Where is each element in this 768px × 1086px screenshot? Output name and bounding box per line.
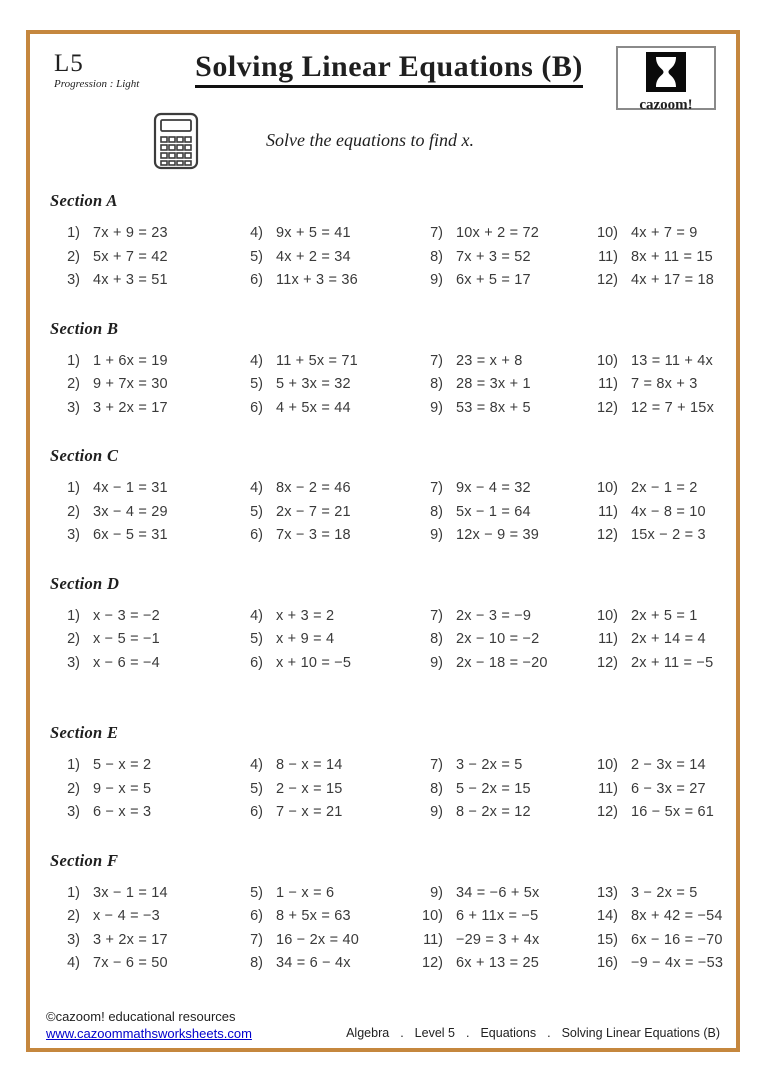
equation-number: 6) [250,527,263,543]
equation-text: 2x + 14 = 4 [631,631,706,647]
equation-column [588,882,723,976]
equation-text: 8 − 2x = 12 [456,804,531,820]
equation-number: 1) [67,480,80,496]
equation-text: 3 − 2x = 5 [631,884,698,901]
equation-number: 7) [430,225,443,241]
equation-number: 2) [67,248,80,265]
equation-number: 8) [430,780,443,797]
breadcrumb-separator: . [547,1026,551,1040]
equation-text: 3x − 4 = 29 [93,503,168,520]
equation-text: 11 + 5x = 71 [276,352,358,369]
equation-text: 7 = 8x + 3 [631,376,698,392]
equation-number: 16) [597,955,618,971]
equation-item [588,373,718,397]
equation-item [50,269,233,293]
equation-column [413,605,588,676]
equation-grid [50,882,724,976]
cazoom-logo [616,46,716,113]
equation-item [50,397,233,421]
equation-number: 10) [597,480,618,496]
equation-grid [50,350,718,421]
equation-text: 15x − 2 = 3 [631,527,706,543]
equation-number: 11) [598,631,618,647]
page-title: Solving Linear Equations (B) [195,50,583,88]
equation-text: 4x + 3 = 51 [93,272,168,288]
equation-column [413,882,588,976]
equation-column [588,605,718,676]
equation-item [233,477,413,501]
equation-item [233,628,413,652]
equation-column [588,222,718,293]
equation-item [233,269,413,293]
equation-text: 2x − 3 = −9 [456,607,532,624]
equation-number: 5) [250,503,263,520]
equation-column [588,350,718,421]
equation-text: 28 = 3x + 1 [456,376,531,392]
equation-item [233,801,413,825]
equation-text: 4x − 8 = 10 [631,503,706,520]
equation-number: 1) [67,757,80,773]
equation-item [588,628,718,652]
equation-number: 3) [67,804,80,820]
equation-text: x − 5 = −1 [93,631,160,647]
equation-text: 8x − 2 = 46 [276,480,351,496]
equation-item [413,929,588,953]
equation-item [50,754,233,778]
equation-number: 8) [430,248,443,265]
site-link[interactable]: www.cazoommathsworksheets.com [46,1026,252,1042]
equation-number: 4) [250,757,263,773]
equation-item [588,905,723,929]
equation-text: 2x − 18 = −20 [456,654,548,671]
equation-text: 6 − 3x = 27 [631,780,706,797]
equation-column [50,350,233,421]
equation-item [588,477,718,501]
equation-text: 5 + 3x = 32 [276,376,351,392]
equation-text: 9x − 4 = 32 [456,480,531,496]
equation-item [413,905,588,929]
section-f [50,850,724,976]
equation-item [588,524,718,548]
equation-text: 6x − 16 = −70 [631,931,723,948]
equation-text: 4x − 1 = 31 [93,480,168,496]
equation-text: 34 = 6 − 4x [276,955,351,971]
breadcrumb-item: Solving Linear Equations (B) [561,1026,720,1040]
equation-number: 7) [250,931,263,948]
equation-item [413,246,588,270]
equation-item [413,628,588,652]
equation-number: 12) [422,955,443,971]
equation-item [588,929,723,953]
equation-text: 53 = 8x + 5 [456,399,531,416]
equation-item [233,605,413,629]
equation-item [413,524,588,548]
equation-item [50,905,233,929]
equation-number: 6) [250,804,263,820]
equation-column [50,882,233,976]
equation-item [413,373,588,397]
logo-text: cazoom! [639,97,693,113]
equation-number: 14) [597,908,618,924]
equation-number: 12) [597,654,618,671]
equation-text: 2x + 11 = −5 [631,654,714,671]
equation-item [233,246,413,270]
equation-text: 3 + 2x = 17 [93,399,168,416]
level-label: L5 [54,50,84,77]
equation-text: 16 − 2x = 40 [276,931,360,948]
worksheet-page [26,30,740,1052]
equation-item [588,501,718,525]
equation-item [588,952,723,976]
equation-number: 3) [67,654,80,671]
equation-text: 3 − 2x = 5 [456,757,523,773]
equation-text: 8 − x = 14 [276,757,343,773]
equation-item [413,222,588,246]
worksheet-sections [48,191,724,976]
equation-column [413,477,588,548]
equation-number: 4) [250,352,263,369]
equation-item [588,801,718,825]
equation-number: 4) [250,607,263,624]
equation-number: 8) [250,955,263,971]
equation-column [50,222,233,293]
equation-item [413,652,588,676]
breadcrumb-separator: . [400,1026,404,1040]
equation-number: 8) [430,631,443,647]
equation-number: 10) [597,352,618,369]
section-heading: Section B [50,318,119,338]
equation-item [50,628,233,652]
equation-item [50,778,233,802]
equation-text: 34 = −6 + 5x [456,884,540,901]
equation-text: 9 + 7x = 30 [93,376,168,392]
equation-item [588,269,718,293]
equation-column [233,882,413,976]
equation-item [233,524,413,548]
equation-item [413,882,588,906]
equation-item [588,222,718,246]
equation-text: 1 − x = 6 [276,884,335,901]
progression-label: Progression : Light [54,78,140,90]
equation-number: 12) [597,527,618,543]
section-a [50,191,718,293]
equation-number: 5) [250,631,263,647]
equation-number: 5) [250,376,263,392]
equation-text: 11x + 3 = 36 [276,272,358,288]
equation-text: 12x − 9 = 39 [456,527,540,543]
equation-number: 12) [597,272,618,288]
equation-item [413,952,588,976]
equation-item [50,801,233,825]
equation-text: 7x + 9 = 23 [93,225,168,241]
equation-text: x − 6 = −4 [93,654,160,671]
equation-number: 9) [430,804,443,820]
equation-number: 6) [250,908,263,924]
equation-item [50,222,233,246]
equation-number: 12) [597,804,618,820]
equation-number: 6) [250,654,263,671]
equation-column [588,477,718,548]
equation-item [233,373,413,397]
equation-column [413,754,588,825]
equation-number: 11) [598,248,618,265]
equation-item [588,350,718,374]
equation-text: 8x + 42 = −54 [631,908,723,924]
equation-number: 5) [250,884,263,901]
equation-grid [50,605,718,676]
calculator-icon [152,112,200,175]
equation-text: 5x − 1 = 64 [456,503,531,520]
equation-text: 2 − x = 15 [276,780,343,797]
equation-item [413,477,588,501]
equation-column [413,350,588,421]
equation-item [413,778,588,802]
equation-item [413,605,588,629]
equation-text: 8x + 11 = 15 [631,248,713,265]
equation-text: 7x − 6 = 50 [93,955,168,971]
equation-number: 9) [430,272,443,288]
equation-number: 15) [597,931,618,948]
equation-text: 3x − 1 = 14 [93,884,168,901]
level-block [48,46,166,90]
breadcrumb [346,1026,720,1040]
equation-item [50,882,233,906]
equation-item [233,397,413,421]
equation-number: 9) [430,527,443,543]
equation-text: x − 3 = −2 [93,607,160,624]
equation-number: 1) [67,225,80,241]
equation-column [233,350,413,421]
equation-item [50,605,233,629]
equation-column [413,222,588,293]
footer [46,1008,720,1043]
equation-item [413,801,588,825]
equation-text: 9x + 5 = 41 [276,225,351,241]
section-b [50,319,718,421]
equation-column [233,222,413,293]
equation-column [50,754,233,825]
equation-number: 12) [597,399,618,416]
equation-number: 6) [250,399,263,416]
equation-item [588,246,718,270]
equation-column [50,477,233,548]
equation-text: 2x − 7 = 21 [276,503,351,520]
equation-number: 3) [67,399,80,416]
equation-number: 1) [67,607,80,624]
equation-text: 6 − x = 3 [93,804,152,820]
equation-number: 11) [598,503,618,520]
breadcrumb-item: Algebra [346,1026,390,1040]
section-d [50,574,718,676]
equation-grid [50,222,718,293]
equation-number: 2) [67,503,80,520]
equation-text: 16 − 5x = 61 [631,804,715,820]
equation-item [233,929,413,953]
equation-item [50,929,233,953]
equation-text: 13 = 11 + 4x [631,352,713,369]
equation-number: 9) [430,654,443,671]
equation-number: 10) [422,908,443,924]
equation-item [50,501,233,525]
equation-text: 7x + 3 = 52 [456,248,531,265]
equation-number: 2) [67,631,80,647]
equation-text: 2 − 3x = 14 [631,757,706,773]
copyright-text: ©cazoom! educational resources [46,1008,236,1024]
equation-number: 8) [430,503,443,520]
equation-text: x + 9 = 4 [276,631,335,647]
equation-item [588,652,718,676]
equation-number: 2) [67,908,80,924]
equation-text: 3 + 2x = 17 [93,931,168,948]
equation-number: 10) [597,607,618,624]
equation-item [233,754,413,778]
equation-number: 7) [430,757,443,773]
equation-column [233,754,413,825]
section-e [50,723,718,825]
equation-number: 1) [67,884,80,901]
equation-number: 3) [67,272,80,288]
equation-number: 4) [250,480,263,496]
equation-text: 8 + 5x = 63 [276,908,351,924]
section-heading: Section C [50,446,119,465]
equation-number: 1) [67,352,80,369]
equation-item [413,350,588,374]
equation-number: 7) [430,607,443,624]
equation-number: 9) [430,399,443,416]
hourglass-icon [646,52,686,97]
equation-item [50,952,233,976]
equation-item [233,501,413,525]
equation-item [50,246,233,270]
equation-number: 9) [430,884,443,901]
equation-number: 5) [250,248,263,265]
equation-item [588,754,718,778]
equation-column [50,605,233,676]
equation-number: 3) [67,931,80,948]
equation-number: 10) [597,757,618,773]
equation-text: 9 − x = 5 [93,780,152,797]
equation-item [588,778,718,802]
equation-item [50,524,233,548]
equation-item [413,501,588,525]
section-heading: Section A [50,191,118,210]
equation-number: 3) [67,527,80,543]
equation-column [233,477,413,548]
equation-text: 4x + 7 = 9 [631,225,698,241]
breadcrumb-item: Level 5 [414,1026,455,1040]
equation-text: 1 + 6x = 19 [93,352,168,369]
equation-item [233,350,413,374]
equation-text: 4x + 2 = 34 [276,248,351,265]
equation-item [588,605,718,629]
title-wrap [166,46,612,88]
equation-number: 13) [597,884,618,901]
equation-number: 6) [250,272,263,288]
equation-text: 4x + 17 = 18 [631,272,715,288]
equation-text: 6x + 13 = 25 [456,955,540,971]
equation-text: 23 = x + 8 [456,352,523,369]
equation-number: 2) [67,780,80,797]
equation-text: 4 + 5x = 44 [276,399,351,416]
equation-item [413,397,588,421]
equation-text: 7 − x = 21 [276,804,343,820]
equation-text: 2x − 1 = 2 [631,480,698,496]
equation-text: 12 = 7 + 15x [631,399,715,416]
equation-item [50,350,233,374]
equation-text: 6x + 5 = 17 [456,272,531,288]
equation-text: x + 10 = −5 [276,654,352,671]
equation-text: −29 = 3 + 4x [456,931,540,948]
equation-number: 5) [250,780,263,797]
footer-left [46,1008,252,1043]
equation-text: 5x + 7 = 42 [93,248,168,265]
equation-item [233,778,413,802]
equation-text: 5 − x = 2 [93,757,152,773]
equation-item [413,754,588,778]
equation-text: 10x + 2 = 72 [456,225,540,241]
equation-column [233,605,413,676]
equation-column [588,754,718,825]
equation-item [50,652,233,676]
instruction-text: Solve the equations to find x. [266,130,474,150]
equation-item [233,905,413,929]
equation-text: 2x + 5 = 1 [631,607,698,624]
equation-text: 5 − 2x = 15 [456,780,531,797]
equation-number: 8) [430,376,443,392]
equation-text: 6 + 11x = −5 [456,908,539,924]
equation-item [233,222,413,246]
equation-item [50,477,233,501]
equation-text: x + 3 = 2 [276,607,335,624]
equation-text: x − 4 = −3 [93,908,160,924]
section-heading: Section E [50,723,119,742]
equation-text: 6x − 5 = 31 [93,527,168,543]
equation-grid [50,477,718,548]
equation-item [233,882,413,906]
equation-item [588,882,723,906]
section-heading: Section F [50,850,119,870]
equation-number: 10) [597,225,618,241]
equation-number: 2) [67,376,80,392]
equation-item [588,397,718,421]
section-c [50,446,718,548]
equation-number: 11) [598,780,618,797]
breadcrumb-item: Equations [480,1026,537,1040]
equation-grid [50,754,718,825]
equation-number: 4) [250,225,263,241]
equation-item [413,269,588,293]
section-heading: Section D [50,573,120,593]
equation-number: 7) [430,352,443,369]
equation-number: 11) [423,931,443,948]
equation-item [233,952,413,976]
equation-text: −9 − 4x = −53 [631,955,724,971]
equation-item [50,373,233,397]
header [48,46,718,113]
equation-item [233,652,413,676]
breadcrumb-separator: . [465,1026,470,1040]
equation-text: 2x − 10 = −2 [456,631,540,647]
instruction-row [152,112,718,175]
equation-number: 4) [67,955,80,971]
equation-number: 7) [430,480,443,496]
equation-number: 11) [598,376,618,392]
equation-text: 7x − 3 = 18 [276,527,351,543]
